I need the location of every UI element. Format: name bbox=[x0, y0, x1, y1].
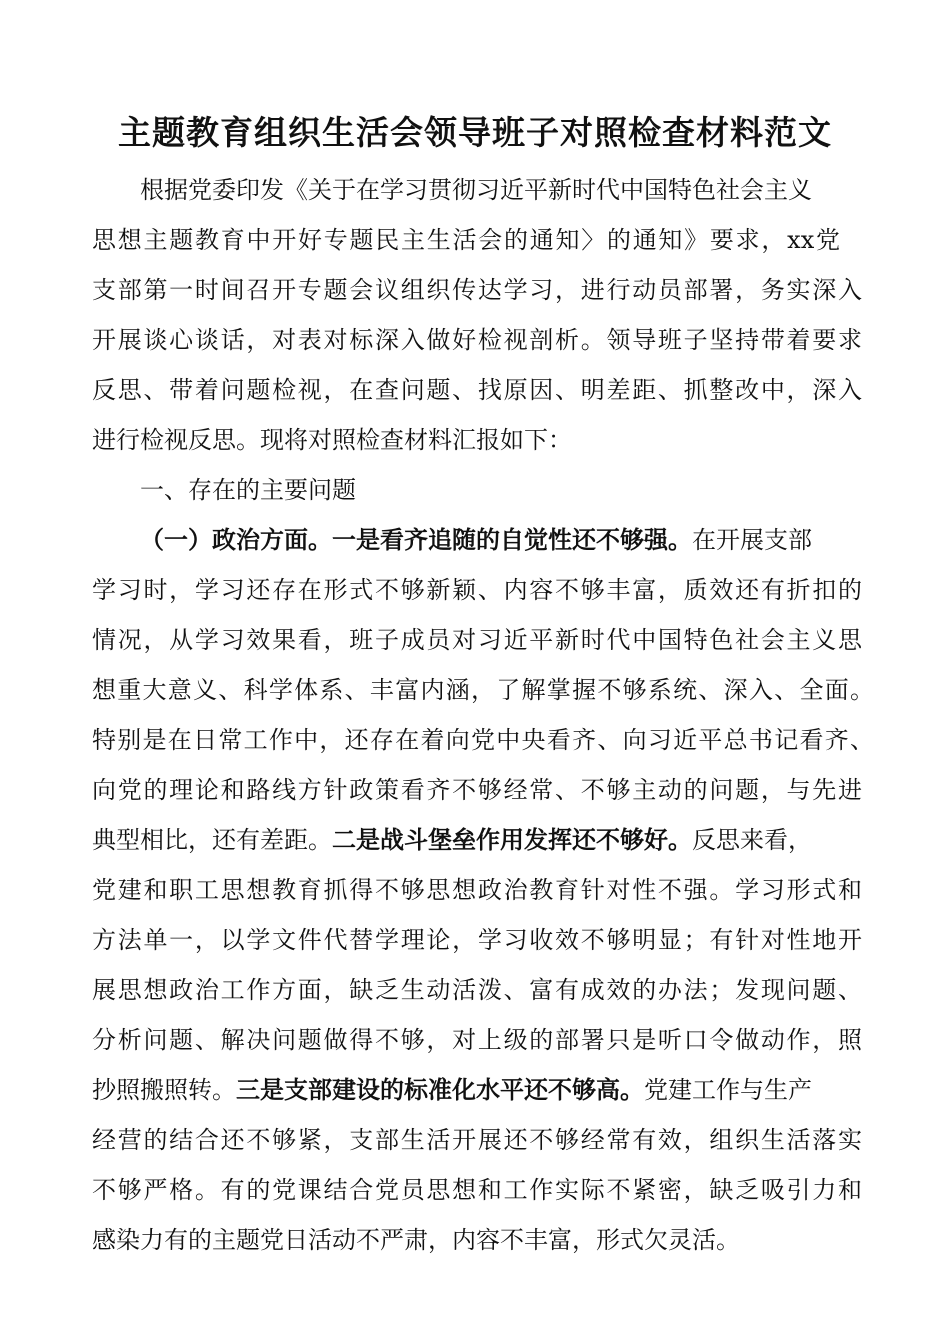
paragraph-line-4: 想重大意义、科学体系、丰富内涵，了解掌握不够系统、深入、全面。 bbox=[92, 676, 874, 704]
paragraph-text: 在开展支部 bbox=[692, 526, 812, 554]
paragraph-line-3: 情况，从学习效果看，班子成员对习近平新时代中国特色社会主义思 bbox=[92, 626, 862, 654]
paragraph-line-8: 党建和职工思想教育抓得不够思想政治教育针对性不强。学习形式和 bbox=[92, 876, 862, 904]
paragraph-line-7 bbox=[92, 815, 862, 865]
paragraph-text: 党建工作与生产 bbox=[644, 1076, 812, 1104]
point-three-heading: 三是支部建设的标准化水平还不够高。 bbox=[236, 1075, 644, 1104]
paragraph-line-9: 方法单一，以学文件代替学理论，学习收效不够明显；有针对性地开 bbox=[92, 926, 862, 954]
paragraph-text: 反思来看， bbox=[692, 826, 812, 854]
paragraph-line-5: 特别是在日常工作中，还存在着向党中央看齐、向习近平总书记看齐、 bbox=[92, 726, 874, 754]
intro-line-4: 开展谈心谈话，对表对标深入做好检视剖析。领导班子坚持带着要求 bbox=[92, 326, 862, 354]
intro-line-3: 支部第一时间召开专题会议组织传达学习，进行动员部署，务实深入 bbox=[92, 276, 862, 304]
paragraph-line-12 bbox=[92, 1065, 862, 1115]
paragraph-line-13: 经营的结合还不够紧，支部生活开展还不够经常有效，组织生活落实 bbox=[92, 1126, 862, 1154]
section-heading: 一、存在的主要问题 bbox=[140, 476, 356, 504]
document-title: 主题教育组织生活会领导班子对照检查材料范文 bbox=[118, 113, 832, 152]
paragraph-line-1 bbox=[140, 515, 858, 565]
paragraph-line-15: 感染力有的主题党日活动不严肃，内容不丰富，形式欠灵活。 bbox=[92, 1226, 740, 1254]
political-aspect-heading: （一）政治方面。一是看齐追随的自觉性还不够强。 bbox=[140, 525, 692, 554]
intro-line-1: 根据党委印发《关于在学习贯彻习近平新时代中国特色社会主义 bbox=[140, 176, 812, 204]
paragraph-line-14: 不够严格。有的党课结合党员思想和工作实际不紧密，缺乏吸引力和 bbox=[92, 1176, 862, 1204]
intro-line-5: 反思、带着问题检视，在查问题、找原因、明差距、抓整改中，深入 bbox=[92, 376, 862, 404]
paragraph-line-2: 学习时，学习还存在形式不够新颖、内容不够丰富，质效还有折扣的 bbox=[92, 576, 862, 604]
paragraph-text: 抄照搬照转。 bbox=[92, 1076, 236, 1104]
paragraph-line-11: 分析问题、解决问题做得不够，对上级的部署只是听口令做动作，照 bbox=[92, 1026, 862, 1054]
paragraph-line-6: 向党的理论和路线方针政策看齐不够经常、不够主动的问题，与先进 bbox=[92, 776, 862, 804]
paragraph-line-10: 展思想政治工作方面，缺乏生动活泼、富有成效的办法；发现问题、 bbox=[92, 976, 862, 1004]
intro-line-6: 进行检视反思。现将对照检查材料汇报如下： bbox=[92, 426, 572, 454]
paragraph-text: 典型相比，还有差距。 bbox=[92, 826, 332, 854]
point-two-heading: 二是战斗堡垒作用发挥还不够好。 bbox=[332, 825, 692, 854]
intro-line-2: 思想主题教育中开好专题民主生活会的通知〉的通知》要求，xx党 bbox=[92, 226, 840, 254]
